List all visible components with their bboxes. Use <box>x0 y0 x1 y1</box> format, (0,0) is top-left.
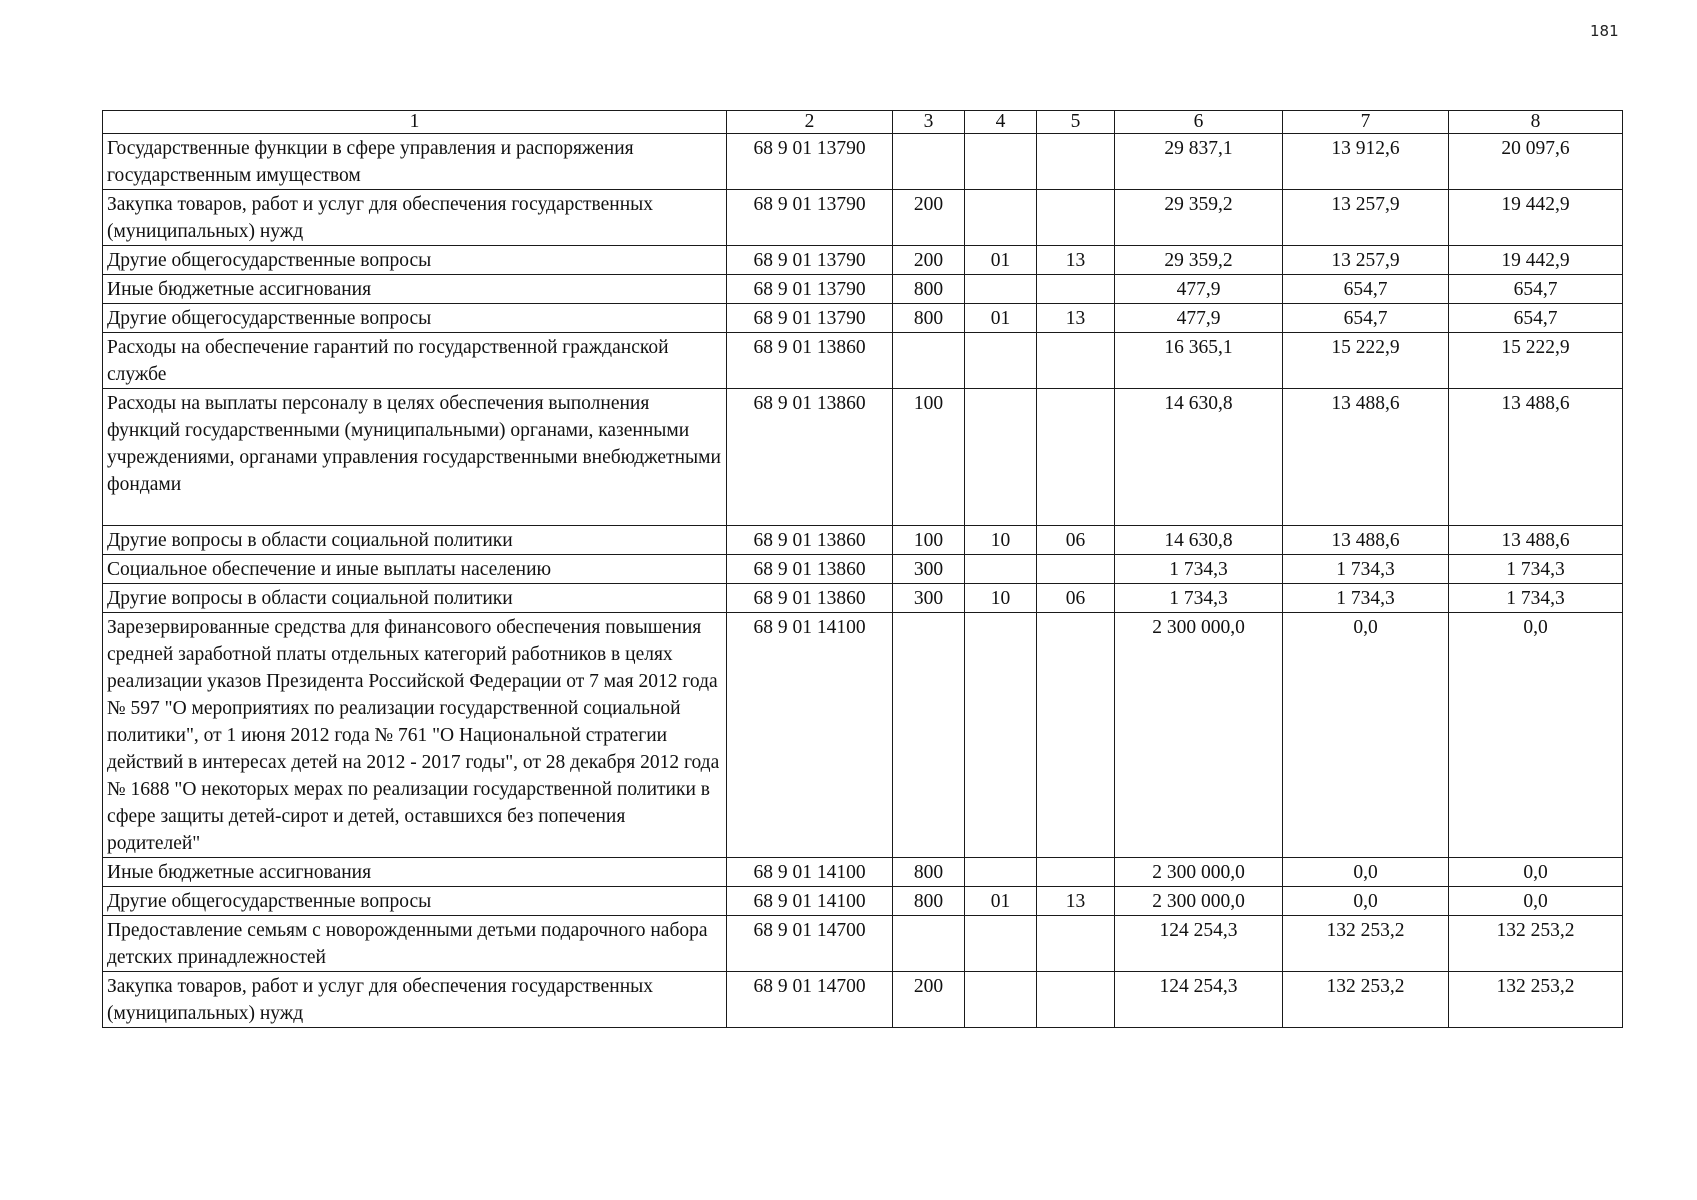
row-value-7: 132 253,2 <box>1283 916 1449 972</box>
row-pr: 06 <box>1037 526 1115 555</box>
row-vr <box>893 916 965 972</box>
row-value-7: 132 253,2 <box>1283 972 1449 1028</box>
row-rz <box>965 858 1037 887</box>
row-vr: 800 <box>893 275 965 304</box>
row-vr <box>893 613 965 858</box>
header-cell: 7 <box>1283 111 1449 134</box>
row-name: Предоставление семьям с новорожденными детьми подарочного набора детских принадлежностей <box>103 916 727 972</box>
row-vr <box>893 134 965 190</box>
header-cell: 1 <box>103 111 727 134</box>
row-pr <box>1037 275 1115 304</box>
row-code: 68 9 01 14700 <box>727 916 893 972</box>
header-cell: 2 <box>727 111 893 134</box>
row-pr <box>1037 555 1115 584</box>
row-vr <box>893 333 965 389</box>
row-name: Другие вопросы в области социальной политики <box>103 584 727 613</box>
row-rz <box>965 134 1037 190</box>
row-value-6: 124 254,3 <box>1115 916 1283 972</box>
row-vr: 300 <box>893 555 965 584</box>
row-value-7: 13 912,6 <box>1283 134 1449 190</box>
row-vr: 800 <box>893 304 965 333</box>
row-code: 68 9 01 14700 <box>727 972 893 1028</box>
row-code: 68 9 01 13860 <box>727 584 893 613</box>
row-rz <box>965 333 1037 389</box>
table-row <box>103 858 1623 887</box>
row-name: Расходы на обеспечение гарантий по государственной гражданской службе <box>103 333 727 389</box>
row-rz: 10 <box>965 584 1037 613</box>
table-row <box>103 555 1623 584</box>
header-cell: 3 <box>893 111 965 134</box>
row-value-7: 654,7 <box>1283 275 1449 304</box>
row-rz <box>965 555 1037 584</box>
row-value-8: 15 222,9 <box>1449 333 1623 389</box>
row-code: 68 9 01 14100 <box>727 858 893 887</box>
row-name: Иные бюджетные ассигнования <box>103 275 727 304</box>
row-name: Иные бюджетные ассигнования <box>103 858 727 887</box>
row-value-7: 13 488,6 <box>1283 526 1449 555</box>
row-pr <box>1037 389 1115 526</box>
row-value-8: 19 442,9 <box>1449 246 1623 275</box>
row-name: Государственные функции в сфере управления и распоряжения государственным имуществом <box>103 134 727 190</box>
row-value-7: 15 222,9 <box>1283 333 1449 389</box>
row-name: Социальное обеспечение и иные выплаты населению <box>103 555 727 584</box>
budget-table <box>102 110 1623 1028</box>
row-value-6: 2 300 000,0 <box>1115 613 1283 858</box>
row-vr: 800 <box>893 887 965 916</box>
header-cell: 6 <box>1115 111 1283 134</box>
row-vr: 200 <box>893 246 965 275</box>
table-row <box>103 526 1623 555</box>
row-vr: 200 <box>893 972 965 1028</box>
row-code: 68 9 01 13790 <box>727 275 893 304</box>
row-rz: 01 <box>965 246 1037 275</box>
row-pr: 06 <box>1037 584 1115 613</box>
row-pr <box>1037 972 1115 1028</box>
table-row <box>103 613 1623 858</box>
row-vr: 800 <box>893 858 965 887</box>
row-value-8: 19 442,9 <box>1449 190 1623 246</box>
row-vr: 100 <box>893 526 965 555</box>
row-value-6: 29 359,2 <box>1115 246 1283 275</box>
row-value-7: 654,7 <box>1283 304 1449 333</box>
row-value-8: 654,7 <box>1449 275 1623 304</box>
table-row <box>103 972 1623 1028</box>
table-row <box>103 304 1623 333</box>
row-value-8: 132 253,2 <box>1449 972 1623 1028</box>
row-rz <box>965 275 1037 304</box>
row-code: 68 9 01 14100 <box>727 613 893 858</box>
row-value-7: 1 734,3 <box>1283 584 1449 613</box>
header-cell: 8 <box>1449 111 1623 134</box>
row-pr: 13 <box>1037 246 1115 275</box>
row-value-7: 1 734,3 <box>1283 555 1449 584</box>
row-value-8: 13 488,6 <box>1449 389 1623 526</box>
row-code: 68 9 01 13790 <box>727 190 893 246</box>
row-pr <box>1037 858 1115 887</box>
row-value-6: 1 734,3 <box>1115 584 1283 613</box>
row-name: Закупка товаров, работ и услуг для обеспечения государственных (муниципальных) нужд <box>103 190 727 246</box>
row-code: 68 9 01 13790 <box>727 304 893 333</box>
row-value-8: 654,7 <box>1449 304 1623 333</box>
row-code: 68 9 01 13860 <box>727 333 893 389</box>
row-vr: 100 <box>893 389 965 526</box>
header-cell: 5 <box>1037 111 1115 134</box>
row-value-7: 0,0 <box>1283 858 1449 887</box>
row-value-6: 29 359,2 <box>1115 190 1283 246</box>
table-row <box>103 389 1623 526</box>
table-row <box>103 584 1623 613</box>
row-name: Закупка товаров, работ и услуг для обеспечения государственных (муниципальных) нужд <box>103 972 727 1028</box>
row-rz <box>965 972 1037 1028</box>
row-value-7: 13 257,9 <box>1283 190 1449 246</box>
header-cell: 4 <box>965 111 1037 134</box>
row-vr: 200 <box>893 190 965 246</box>
row-value-8: 0,0 <box>1449 887 1623 916</box>
row-value-8: 13 488,6 <box>1449 526 1623 555</box>
table-row <box>103 887 1623 916</box>
row-rz: 01 <box>965 304 1037 333</box>
row-code: 68 9 01 13860 <box>727 389 893 526</box>
row-code: 68 9 01 13790 <box>727 134 893 190</box>
row-name: Другие общегосударственные вопросы <box>103 887 727 916</box>
table-row <box>103 134 1623 190</box>
row-code: 68 9 01 13860 <box>727 526 893 555</box>
row-rz <box>965 916 1037 972</box>
row-value-6: 477,9 <box>1115 304 1283 333</box>
row-pr <box>1037 333 1115 389</box>
table-row <box>103 246 1623 275</box>
row-value-6: 16 365,1 <box>1115 333 1283 389</box>
row-pr <box>1037 613 1115 858</box>
row-value-6: 14 630,8 <box>1115 526 1283 555</box>
row-value-7: 0,0 <box>1283 887 1449 916</box>
row-value-8: 0,0 <box>1449 613 1623 858</box>
row-value-7: 13 257,9 <box>1283 246 1449 275</box>
row-value-6: 14 630,8 <box>1115 389 1283 526</box>
table-row <box>103 275 1623 304</box>
row-rz <box>965 389 1037 526</box>
row-value-6: 1 734,3 <box>1115 555 1283 584</box>
row-rz <box>965 190 1037 246</box>
row-pr: 13 <box>1037 887 1115 916</box>
row-pr <box>1037 190 1115 246</box>
table-header-row <box>103 111 1623 134</box>
row-value-6: 2 300 000,0 <box>1115 858 1283 887</box>
row-name: Другие вопросы в области социальной политики <box>103 526 727 555</box>
table-row <box>103 333 1623 389</box>
row-name: Другие общегосударственные вопросы <box>103 304 727 333</box>
row-value-6: 29 837,1 <box>1115 134 1283 190</box>
row-pr: 13 <box>1037 304 1115 333</box>
row-name: Другие общегосударственные вопросы <box>103 246 727 275</box>
row-value-8: 1 734,3 <box>1449 555 1623 584</box>
row-name: Расходы на выплаты персоналу в целях обеспечения выполнения функций государственными (муниципальными) органами, казенными учреждениями, органами управления государственными внебюджетными фондами <box>103 389 727 526</box>
table-row <box>103 190 1623 246</box>
row-value-6: 124 254,3 <box>1115 972 1283 1028</box>
page-number: 181 <box>1590 22 1619 40</box>
row-value-8: 132 253,2 <box>1449 916 1623 972</box>
row-rz: 01 <box>965 887 1037 916</box>
row-value-6: 2 300 000,0 <box>1115 887 1283 916</box>
row-rz <box>965 613 1037 858</box>
row-value-6: 477,9 <box>1115 275 1283 304</box>
row-value-7: 0,0 <box>1283 613 1449 858</box>
row-value-7: 13 488,6 <box>1283 389 1449 526</box>
row-pr <box>1037 134 1115 190</box>
row-value-8: 20 097,6 <box>1449 134 1623 190</box>
row-value-8: 0,0 <box>1449 858 1623 887</box>
row-value-8: 1 734,3 <box>1449 584 1623 613</box>
row-vr: 300 <box>893 584 965 613</box>
row-code: 68 9 01 14100 <box>727 887 893 916</box>
row-rz: 10 <box>965 526 1037 555</box>
row-pr <box>1037 916 1115 972</box>
row-name: Зарезервированные средства для финансового обеспечения повышения средней заработной платы отдельных категорий работников в целях реализации указов Президента Российской Федерации от 7 мая 2012 года № 597 "О мероприятиях по реализации государственной социальной политики", от 1 июня 2012 года № 761 "О Национальной стратегии действий в интересах детей на 2012 - 2017 годы", от 28 декабря 2012 года № 1688 "О некоторых мерах по реализации государственной политики в сфере защиты детей-сирот и детей, оставшихся без попечения родителей" <box>103 613 727 858</box>
row-code: 68 9 01 13790 <box>727 246 893 275</box>
row-code: 68 9 01 13860 <box>727 555 893 584</box>
table-row <box>103 916 1623 972</box>
